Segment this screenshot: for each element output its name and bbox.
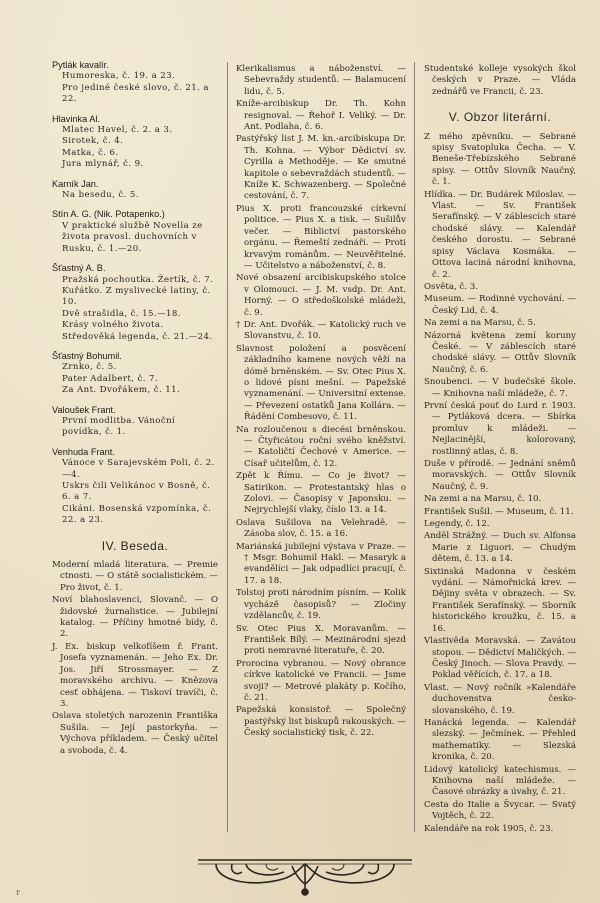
obzor-item: Anděl Strážný. — Duch sv. Alfonsa Marie z Liguori. — Chudým dětem, č. 13. a 14. xyxy=(424,531,576,565)
author-entry xyxy=(52,263,218,343)
work-title: Na besedu, č. 5. xyxy=(62,190,139,201)
work-title: Pražská pochoutka. Žertík, č. 7. xyxy=(62,274,214,285)
author-entry xyxy=(52,405,218,439)
author-name: Šťastný Bohumil. xyxy=(52,350,122,361)
beseda-item: Oslava stoletých narozenin Františka Sušila. — Její pastorkyňa. — Výchova příkladem. — Český učitel a svoboda, č. 4. xyxy=(52,711,218,756)
beseda-items-continued xyxy=(236,64,406,740)
beseda-item: Slavnost položení a posvěcení základního kamene nových věží na dómě brněnském. — Sv. Otec Pius X. o lidové písni mešní. — Papežské vyznamenání. — Universitní extense. — Převezení ostatků Jana Kollára. — Řádění Combesovo, č. 11. xyxy=(236,343,406,423)
column-right xyxy=(424,64,576,836)
beseda-items xyxy=(52,560,218,757)
work-title: Uskrs čili Velikánoc v Bosně, č. 6. a 7. xyxy=(62,481,211,503)
author-entries xyxy=(52,60,218,527)
beseda-item: Nové obsazení arcibiskupského stolce v Olomouci. — J. M. vsdp. Dr. Ant. Horný. — O středoškolské mládeži, č. 9. xyxy=(236,273,406,318)
beseda-item: Noví blahoslavenci, Slovanč. — O židovské žurnalistice. — Jubilejní katalog. — Příčiny hmotné bídy, č. 2. xyxy=(52,595,218,640)
work-title: Kuřátko. Z myslivecké latiny, č. 10. xyxy=(62,285,211,308)
beseda-item: Moderní mladá literatura. — Premie ctnosti. — O státě socialistickém. — Pro život, č. 1. xyxy=(52,560,218,593)
author-entry xyxy=(52,179,218,202)
work-title: Cikáni. Bosenská vzpomínka, č. 22. a 23. xyxy=(62,503,212,526)
beseda-item: Kníže-arcibiskup Dr. Th. Kohn resignoval. — Řehoř I. Veliký. — Dr. Ant. Podlaha, č. 6. xyxy=(236,99,406,133)
work-title: Humoreska, č. 19. a 23. xyxy=(62,71,176,82)
obzor-item: První česká pouť do Lurd r. 1903. — Pytláková dcera. — Sbírka promluv k mládeži. — Nejlacinější, kolorovaný, rostlinný atlas, č. 8. xyxy=(424,400,576,457)
obzor-item: Hanácká legenda. — Kalendář slezský. — Ječmínek. — Přehled mathematiky. — Slezská kronika, č. 20. xyxy=(424,717,576,763)
author-name: Hlavinka Al. xyxy=(52,113,101,124)
obzor-item: Sixtinská Madonna v českém vydání. — Námořnická krev. — Dějiny světa v obrazech. — Sv. František Serafínský. — Sborník historického kroužku, č. 15. a 16. xyxy=(424,566,576,634)
beseda-item: Klerikalismus a náboženství. — Sebevraždy studentů. — Balamucení lidu, č. 5. xyxy=(236,64,406,97)
beseda-item: Zpět k Římu. — Co je život? — Satirikon. — Protestantský hlas o Zolovi. — Časopisy v Japonsku. — Nejrychlejší vlaky, číslo 13. a 14. xyxy=(236,471,406,516)
obzor-items xyxy=(424,132,576,835)
work-title: V praktické službě Novella ze života pravosl. duchovních v Rusku, č. 1.—20. xyxy=(62,220,203,254)
obzor-item: Hlídka. — Dr. Budárek Miloslav. — Vlast. — Sv. František Serafínský. — V záblescích staré chodské slávy. — Kalendář českého dorostu. — Sebrané spisy Václava Kosmáka. — Ottova laciná národní knihovna, č. 2. xyxy=(424,189,576,280)
work-title: Vánoce v Sarajevském Poli, č. 2.—4. xyxy=(62,458,215,480)
intro-paragraph: Studentské kolleje vysokých škol českých v Praze. — Vláda zednářů ve Francii, č. 23. xyxy=(424,64,576,97)
author-entry xyxy=(52,351,218,397)
beseda-item: † Dr. Ant. Dvořák. — Katolický ruch ve Slovanstvu, č. 10. xyxy=(236,319,406,342)
obzor-item: Legendy, č. 12. xyxy=(424,519,490,530)
work-title: Sirotek, č. 4. xyxy=(62,136,124,147)
work-title: Jura mlynář, č. 9. xyxy=(62,159,144,170)
author-entry xyxy=(52,209,218,255)
author-entry xyxy=(52,447,218,527)
author-name: Stín A. G. (Nik. Potapenko.) xyxy=(52,209,165,220)
obzor-item: Cesta do Italie a Švycar. — Svatý Vojtěch, č. 22. xyxy=(424,799,576,822)
art-nouveau-ornament xyxy=(196,842,414,898)
obzor-item: Duše v přírodě. — Jednání sněmů moravských. — Ottův Slovník Naučný, č. 9. xyxy=(424,459,576,492)
beseda-item: J. Ex. biskup velkofíšem ř. Frant. Josefa vyznamenán. — Jeho Ex. Dr. Jos. Jiří Strossmayer. — Z moravského archivu. — Knězova cesť obhájena. — Tiskoví travíči, č. 3. xyxy=(52,641,218,709)
work-title: První modlitba. Vánoční povídka, č. 1. xyxy=(62,415,176,438)
beseda-item: Papežská konsistoř. — Společný pastýřský list biskupů rakouských. — Český socialistický tisk, č. 22. xyxy=(236,705,406,739)
obzor-item: Lidový katolický katechismus. — Knihovna naší mládeže. — Časové obrázky a úvahy, č. 21. xyxy=(424,764,576,798)
obzor-item: Z mého zpěvníku. — Sebrané spisy Svatopluka Čecha. — V. Beneše-Třebízského Sebrané spisy. — Ottův Slovník Naučný, č. 1. xyxy=(424,131,576,188)
beseda-item: Tolstoj proti národním písním. — Kolik vycháze̋ časopisů? — Zločiny vzdělancův, č. 19. xyxy=(236,588,406,622)
corner-mark: r xyxy=(16,888,20,897)
author-name: Valoušek Frant. xyxy=(52,404,116,415)
work-title: Mlatec Havel, č. 2. a 3. xyxy=(62,125,173,136)
beseda-item: Sv. Otec Pius X. Moravanům. — František Bílý. — Mezinárodní sjezd proti nemravné literatuře, č. 20. xyxy=(236,623,406,657)
obzor-item: Na zemi a na Marsu, č. 5. xyxy=(424,318,536,329)
obzor-item: Názorná květena zemí koruny České. — V záblescích staré chodské slávy. — Ottův Slovník Naučný, č. 6. xyxy=(424,330,576,375)
beseda-item: Prorocina vybranou. — Nový obrance církve katolické ve Francii. — Jsme svoji? — Metrové plakáty p. Kočího, č. 21. xyxy=(236,658,406,703)
obzor-item: Kalendáře na rok 1905, č. 23. xyxy=(424,823,554,834)
author-name: Karník Jan. xyxy=(52,178,99,189)
column-divider xyxy=(227,62,228,832)
column-left xyxy=(52,60,218,758)
section-title-obzor: V. Obzor literární. xyxy=(448,110,552,125)
beseda-item: Pius X. proti francouzské církevní politice. — Pius X. a tisk. — Sušilův večer. — Biblictví pastorského orgánu. — Řemeští zednáři. — Proti krvavým románům. — Neuvěřitelné. — Učitelstvo a náboženství, č. 8. xyxy=(236,203,406,271)
work-title: Pro jediné české slovo, č. 21. a 22. xyxy=(62,82,209,105)
obzor-item: František Sušil. — Museum, č. 11. xyxy=(424,506,574,517)
beseda-item: Mariánská jubilejní výstava v Praze. — † Msgr. Bohumil Hakl. — Masaryk a evandělíci — Jak odpadlíci pracují, č. 17. a 18. xyxy=(236,541,406,586)
obzor-item: Na zemi a na Marsu, č. 10. xyxy=(424,494,542,505)
author-entry xyxy=(52,60,218,106)
obzor-item: Vlastivěda Moravská. — Zavátou stopou. — Dědictví Maličkých. — Český Jinoch. — Slova Pravdy. — Poklad věřících, č. 17. a 18. xyxy=(424,636,576,681)
obzor-item: Vlast. — Nový ročník »Kalendáře duchovenstva česko-slovanského, č. 19. xyxy=(424,682,576,716)
work-title: Zrnko, č. 5. xyxy=(62,362,117,373)
work-title: Dvě strašidla, č. 15.—18. xyxy=(62,308,181,319)
beseda-item: Na rozloučenou s diecési brněnskou. — Čtyřicátou roční svého kněžství. — Katoličtí Čechové v Americe. — Císař učitelům, č. 12. xyxy=(236,424,406,469)
column-middle xyxy=(236,64,406,741)
section-title-beseda: IV. Beseda. xyxy=(101,538,169,553)
beseda-item: Oslava Sušilova na Velehradě. — Zásoba slov, č. 15. a 16. xyxy=(236,517,406,540)
author-name: Pytlák kavalír. xyxy=(52,60,109,70)
author-name: Venhuda Frant. xyxy=(52,446,115,457)
beseda-item: Pastýřský list J. M. kn.-arcibiskupa Dr. Th. Kohna. — Výbor Dědictví sv. Cyrilla a Methoděje. — Ke smutné kapitole o sebevraždách studentů. — Kníže K. Schwazenberg. — Společné cestování, č. 7. xyxy=(236,134,406,202)
work-title: Krásy volného života. Středověká legenda, č. 21.—24. xyxy=(62,320,213,342)
work-title: Pater Adalbert, č. 7. xyxy=(62,373,158,384)
obzor-item: Snoubenci. — V budečské škole. — Knihovna naší mládeže, č. 7. xyxy=(424,377,576,399)
author-entry xyxy=(52,114,218,171)
author-name: Šťastný A. B. xyxy=(52,263,106,274)
obzor-item: Osvěta, č. 3. xyxy=(424,281,478,292)
obzor-item: Museum. — Rodinné vychování. — Český Lid, č. 4. xyxy=(424,294,576,316)
work-title: Za Ant. Dvořákem, č. 11. xyxy=(62,385,181,396)
column-divider xyxy=(414,62,415,832)
work-title: Matka, č. 6. xyxy=(62,147,119,158)
